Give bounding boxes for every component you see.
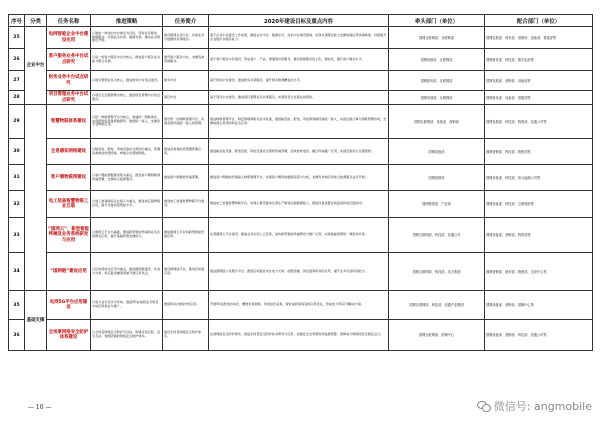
task-brief: 建设统一的物联管理平台，实现各类终端统一接入和管理。 (163, 105, 209, 139)
table-row (9, 191, 593, 218)
coop-dept: 国网设备部、营销部、物资部等 (485, 218, 593, 253)
task-brief: 建设客户服务中台，支撑各类营销服务。 (163, 49, 209, 71)
task-goals: 基于客户服务中台建设，形成客户、产品、渠道等共享服务，推动营销服务线上化、智能化，提升客户服务水平。 (209, 49, 389, 71)
header-task-brief: 任务简介 (163, 15, 209, 27)
table-row (9, 165, 593, 191)
row-number: 34 (9, 253, 25, 291)
task-name: “国网链”建设应用 (47, 253, 91, 291)
task-strategy: 以统一的客户服务中台为核心，推进客户服务业务能力整合共享。 (91, 49, 163, 71)
coop-dept: 国网设备部、营销部、国调中心等 (485, 291, 593, 320)
row-number: 27 (9, 71, 25, 91)
task-goals: 基于财务中台建设，推进财务共享服务，提升财务管理精益化水平。 (209, 71, 389, 91)
wechat-icon (477, 400, 491, 412)
lead-dept: 国网互联网部、科技部、英大集团 (389, 253, 485, 291)
task-strategy: 以电力业务需求为导向，推进5G在电网业务场景中的应用验证与推广。 (91, 291, 163, 320)
coop-dept: 国网设备部、营销部、科技部、信通公司等 (485, 320, 593, 351)
task-brief: 推进各类智能传感器部署应用。 (163, 139, 209, 165)
lead-dept: 国网互联网部、科技部、信通公司 (389, 218, 485, 253)
header-strategy: 推进策略 (91, 15, 163, 27)
lead-dept: 国网营销部 (389, 165, 485, 191)
table-row (9, 291, 593, 320)
row-number: 33 (9, 218, 25, 253)
task-goals: 基于企业中台建设工作成果，推进业务中台、数据中台、技术中台建设落地，实现共享服务能力支撑前端应用快速构建，持续提升企业级中台服务能力。 (209, 27, 389, 49)
coop-dept: 国网营销部、科技部、物资部等 (485, 139, 593, 165)
task-name: 财务业务中台试点研究 (47, 71, 91, 91)
header-coop-dept: 配合部门（单位） (485, 15, 593, 27)
task-strategy: 以输变电、配电、用电设备状态感知为重点，部署各类智能传感终端，构建全息感知网络。 (91, 139, 163, 165)
table-row (9, 27, 593, 49)
task-name: 电工装备智慧物联工业互联 (47, 191, 91, 218)
row-number: 32 (9, 191, 25, 218)
task-goals: 建成电工装备智慧物联平台，实现主要设备供应商生产制造过程数据接入，推进设备质量在线监造和供应链协同。 (209, 191, 389, 218)
row-category (25, 105, 47, 291)
task-goals: 建成物联管理平台，制定物联网相关技术标准，推进输变电、配电、用电等领域终端统一接入，实现边缘计算与物联管理协同，支撑电网全息感知和业务应用。 (209, 105, 389, 139)
task-brief: 建设全场景网络安全防护体系。 (163, 320, 209, 351)
task-name: 客户服务业务中台试点研究 (47, 49, 91, 71)
task-brief: 推进国网云平台和新型智能终端应用。 (163, 218, 209, 253)
table-header-row (9, 15, 593, 27)
task-brief: 财务中台 (163, 71, 209, 91)
row-number: 36 (9, 320, 25, 351)
task-strategy: 以全场景网络安全防护为目标，构建可信互联、安全互动、智能防御的网络安全防护体系。 (91, 320, 163, 351)
task-strategy: 以项目全过程管理为核心，推进项目管理中台试点建设。 (91, 91, 163, 105)
coop-dept: 国网设备部、科技部、综合能源公司等 (485, 165, 593, 191)
table-row (9, 71, 593, 91)
task-name: 项目管理业务中台试点研究 (47, 91, 91, 105)
table-row (9, 253, 593, 291)
lead-dept: 国网互联网部、国调中心 (389, 320, 485, 351)
task-goals: 完善国网云平台建设，推进业务系统上云迁移，加快新型智能终端研发与推广应用，实现基础资源统一调度和共享。 (209, 218, 389, 253)
coop-dept: 国网设备部、科技部、互联网部等 (485, 191, 593, 218)
row-number: 26 (9, 49, 25, 71)
coop-dept: 国网财务部、科技部、数字化部等 (485, 49, 593, 71)
task-goals: 推进输变电设备、配电设备、用电设备状态感知终端部署，加快智能电表、融合终端推广应用，实现设备状态全面感知。 (209, 139, 389, 165)
task-brief: 建设国网链平台，推动区块链应用。 (163, 253, 209, 291)
task-strategy: 以电工装备制造企业接入为重点，推进供应链物联应用，提升设备质量管控水平。 (91, 191, 163, 218)
coop-dept: 国网发展部、营销部、设备部等 (485, 71, 593, 91)
task-name: 全息感知网络建设 (47, 139, 91, 165)
task-goals: 基于项目中台建设，推进项目管理业务共享服务，实现项目全过程在线管控。 (209, 91, 389, 105)
task-brief: 推进电工装备智慧物联平台建设。 (163, 191, 209, 218)
row-category: 企业中台 (25, 27, 47, 105)
header-category: 分类 (25, 15, 47, 27)
header-no: 序号 (9, 15, 25, 27)
task-name: 智慧物联体系建设 (47, 105, 91, 139)
task-goals: 推进客户侧智能终端接入物联管理平台，实现客户侧用能数据采集与分析，支撑需求响应和综合能源服务业务开展。 (209, 165, 389, 191)
task-goals: 开展5G在配电自动化、精准负荷控制、用电信息采集、智能巡检等场景的应用试点，形成电力5G应用解决方案。 (209, 291, 389, 320)
task-strategy: 以建成一体化的中台体系为目标，坚持业务驱动、数据驱动，实现业务共享、数据共享，推动业务智能化升级。 (91, 27, 163, 49)
row-number: 31 (9, 165, 25, 191)
row-number: 29 (9, 105, 25, 139)
lead-dept: 国网设备部 (389, 139, 485, 165)
task-table (8, 14, 593, 351)
row-number: 28 (9, 91, 25, 105)
task-brief: 建设国网企业中台，实现业务与数据的共享服务。 (163, 27, 209, 49)
coop-dept: 国网营销部、财务部、物资部、交易中心等 (485, 253, 593, 291)
header-task-name: 任务名称 (47, 15, 91, 27)
row-category: 基础支撑 (25, 291, 47, 351)
header-lead-dept: 牵头部门（单位） (389, 15, 485, 27)
row-number: 25 (9, 27, 25, 49)
table-row (9, 139, 593, 165)
table-body (9, 27, 593, 351)
table-row (9, 49, 593, 71)
row-number: 30 (9, 139, 25, 165)
lead-dept: 国网发展部、互联网部 (389, 91, 485, 105)
task-name: 电网智能企业中台建设应用 (47, 27, 91, 49)
table-row (9, 91, 593, 105)
table-row (9, 105, 593, 139)
task-strategy: 以财务管理业务为核心，推进财务中台试点建设。 (91, 71, 163, 91)
page-number: — 10 — (28, 404, 52, 411)
row-number: 35 (9, 291, 25, 320)
plan-sheet (8, 14, 592, 351)
lead-dept: 国网营销部、互联网部 (389, 49, 485, 71)
task-strategy: 以国网云平台为基础，推进新型智能终端和业务系统研发应用，提升基础资源支撑能力。 (91, 218, 163, 253)
watermark (477, 398, 592, 414)
table-row (9, 218, 593, 253)
lead-dept: 国网财务部、互联网部 (389, 71, 485, 91)
task-brief: 项目中台 (163, 91, 209, 105)
coop-dept: 国网发展部、财务部、营销部、设备部、基建部等 (485, 27, 593, 49)
task-brief: 推进5G在电网中的应用。 (163, 291, 209, 320)
task-name: 客户侧物联网建设 (47, 165, 91, 191)
task-brief: 推进客户侧智能终端部署。 (163, 165, 209, 191)
lead-dept: 国网互联网部、设备部、营销部 (389, 105, 485, 139)
lead-dept: 国网互联网部、互联网部 (389, 27, 485, 49)
coop-dept: 国网发展部、科技部、物资部、信通公司等 (485, 105, 593, 139)
coop-dept: 国网财务部、设备部、基建部等 (485, 91, 593, 105)
task-goals: 建成国网链公共服务平台，推进区块链技术在电力交易、能源金融、供应链等场景的应用，提升业务可信协同能力。 (209, 253, 389, 291)
header-goals: 2020年建设目标及重点内容 (209, 15, 389, 27)
table-row (9, 320, 593, 351)
task-strategy: 以统一物联管理平台为核心，构建统一物联体系，实现感知层设备即插即用、数据统一接入，支撑各专业物联应用。 (91, 105, 163, 139)
lead-dept: 国网物资部、产业部 (389, 191, 485, 218)
watermark-text: 微信号: angmobile (493, 400, 592, 413)
lead-dept: 国网互联网部、科技部、信通产业集团 (389, 291, 485, 320)
task-name: 全场景网络安全防护体系建设 (47, 320, 91, 351)
task-name: 电网5G平台应用建设 (47, 291, 91, 320)
task-strategy: 以区块链技术应用为重点，推进国网链建设，在电力交易、供应链金融等领域开展应用试点。 (91, 253, 163, 291)
task-strategy: 以客户侧能源数据采集为重点，推进客户侧物联网终端部署，支撑综合能源服务。 (91, 165, 163, 191)
task-name: “国网云”、新型智能终端及业务系统研发与应用 (47, 218, 91, 253)
task-goals: 完善网络安全防护体系，推进全场景安全防护技术研究与应用，加强安全态势感知和监测预警，保障电力物联网安全稳定运行。 (209, 320, 389, 351)
